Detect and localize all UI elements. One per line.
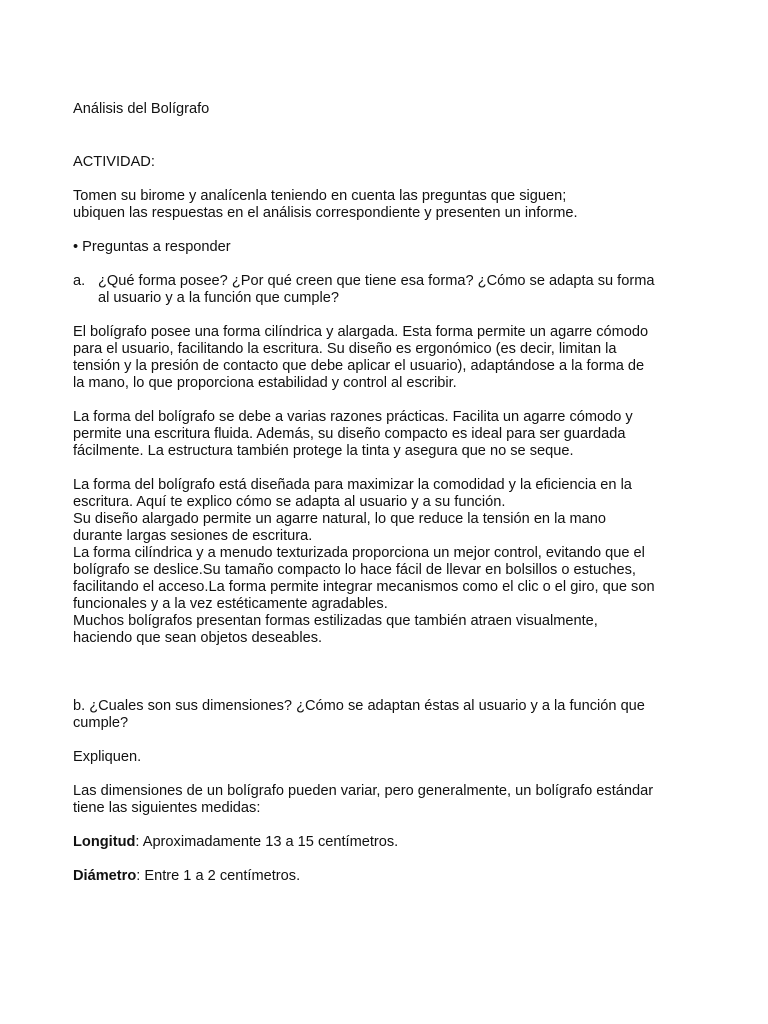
answer-line: Su diseño alargado permite un agarre natural, lo que reduce la tensión en la mano	[73, 511, 607, 527]
length-entry	[73, 834, 713, 851]
instructions-line: ubiquen las respuestas en el análisis correspondiente y presenten un informe.	[73, 205, 578, 221]
answer-a-paragraph-2	[73, 409, 713, 460]
question-b	[73, 698, 713, 732]
section-spacer	[73, 647, 713, 698]
activity-heading: ACTIVIDAD:	[73, 154, 155, 170]
answer-line: tensión y la presión de contacto que debe aplicar el usuario), adaptándose a la forma de	[73, 358, 645, 374]
diameter-entry	[73, 868, 713, 885]
document-page	[73, 101, 713, 902]
question-b-line: b. ¿Cuales son sus dimensiones? ¿Cómo se adaptan éstas al usuario y a la función que	[73, 698, 645, 714]
document-title: Análisis del Bolígrafo	[73, 101, 210, 117]
answer-line: Muchos bolígrafos presentan formas estilizadas que también atraen visualmente,	[73, 613, 598, 629]
answer-line: fácilmente. La estructura también protege la tinta y asegura que no se seque.	[73, 443, 574, 459]
dimensions-intro-line: Las dimensiones de un bolígrafo pueden variar, pero generalmente, un bolígrafo estándar	[73, 783, 654, 799]
diameter-value: : Entre 1 a 2 centímetros.	[136, 868, 301, 884]
answer-line: El bolígrafo posee una forma cilíndrica y alargada. Esta forma permite un agarre cómodo	[73, 324, 649, 340]
answer-line: facilitando el acceso.La forma permite integrar mecanismos como el clic o el giro, que son	[73, 579, 655, 595]
answer-line: durante largas sesiones de escritura.	[73, 528, 313, 544]
question-a-line: al usuario y a la función que cumple?	[98, 290, 339, 306]
answer-line: escritura. Aquí te explico cómo se adapta al usuario y a su función.	[73, 494, 506, 510]
answer-line: para el usuario, facilitando la escritura. Su diseño es ergonómico (es decir, limitan la	[73, 341, 617, 357]
instructions-line: Tomen su birome y analícenla teniendo en cuenta las preguntas que siguen;	[73, 188, 567, 204]
diameter-label: Diámetro	[73, 868, 137, 884]
answer-line: permite una escritura fluida. Además, su diseño compacto es ideal para ser guardada	[73, 426, 626, 442]
length-value: : Aproximadamente 13 a 15 centímetros.	[135, 834, 399, 850]
answer-line: haciendo que sean objetos deseables.	[73, 630, 323, 646]
question-b-line: cumple?	[73, 715, 129, 731]
dimensions-intro	[73, 783, 713, 817]
answer-a-paragraph-3	[73, 477, 713, 647]
questions-heading: • Preguntas a responder	[73, 239, 231, 255]
question-a-marker: a.	[73, 273, 86, 289]
answer-line: la mano, lo que proporciona estabilidad y control al escribir.	[73, 375, 457, 391]
question-a-line: ¿Qué forma posee? ¿Por qué creen que tiene esa forma? ¿Cómo se adapta su forma	[98, 273, 655, 289]
answer-line: La forma del bolígrafo está diseñada para maximizar la comodidad y la eficiencia en la	[73, 477, 632, 493]
length-label: Longitud	[73, 834, 136, 850]
instructions-paragraph	[73, 188, 713, 222]
answer-line: La forma cilíndrica y a menudo texturizada proporciona un mejor control, evitando que el	[73, 545, 645, 561]
answer-line: funcionales y a la vez estéticamente agradables.	[73, 596, 388, 612]
answer-line: bolígrafo se deslice.Su tamaño compacto lo hace fácil de llevar en bolsillos o estuches,	[73, 562, 636, 578]
question-a	[73, 273, 713, 307]
dimensions-intro-line: tiene las siguientes medidas:	[73, 800, 261, 816]
answer-a-paragraph-1	[73, 324, 713, 392]
explain-prompt: Expliquen.	[73, 749, 142, 765]
answer-line: La forma del bolígrafo se debe a varias razones prácticas. Facilita un agarre cómodo y	[73, 409, 633, 425]
